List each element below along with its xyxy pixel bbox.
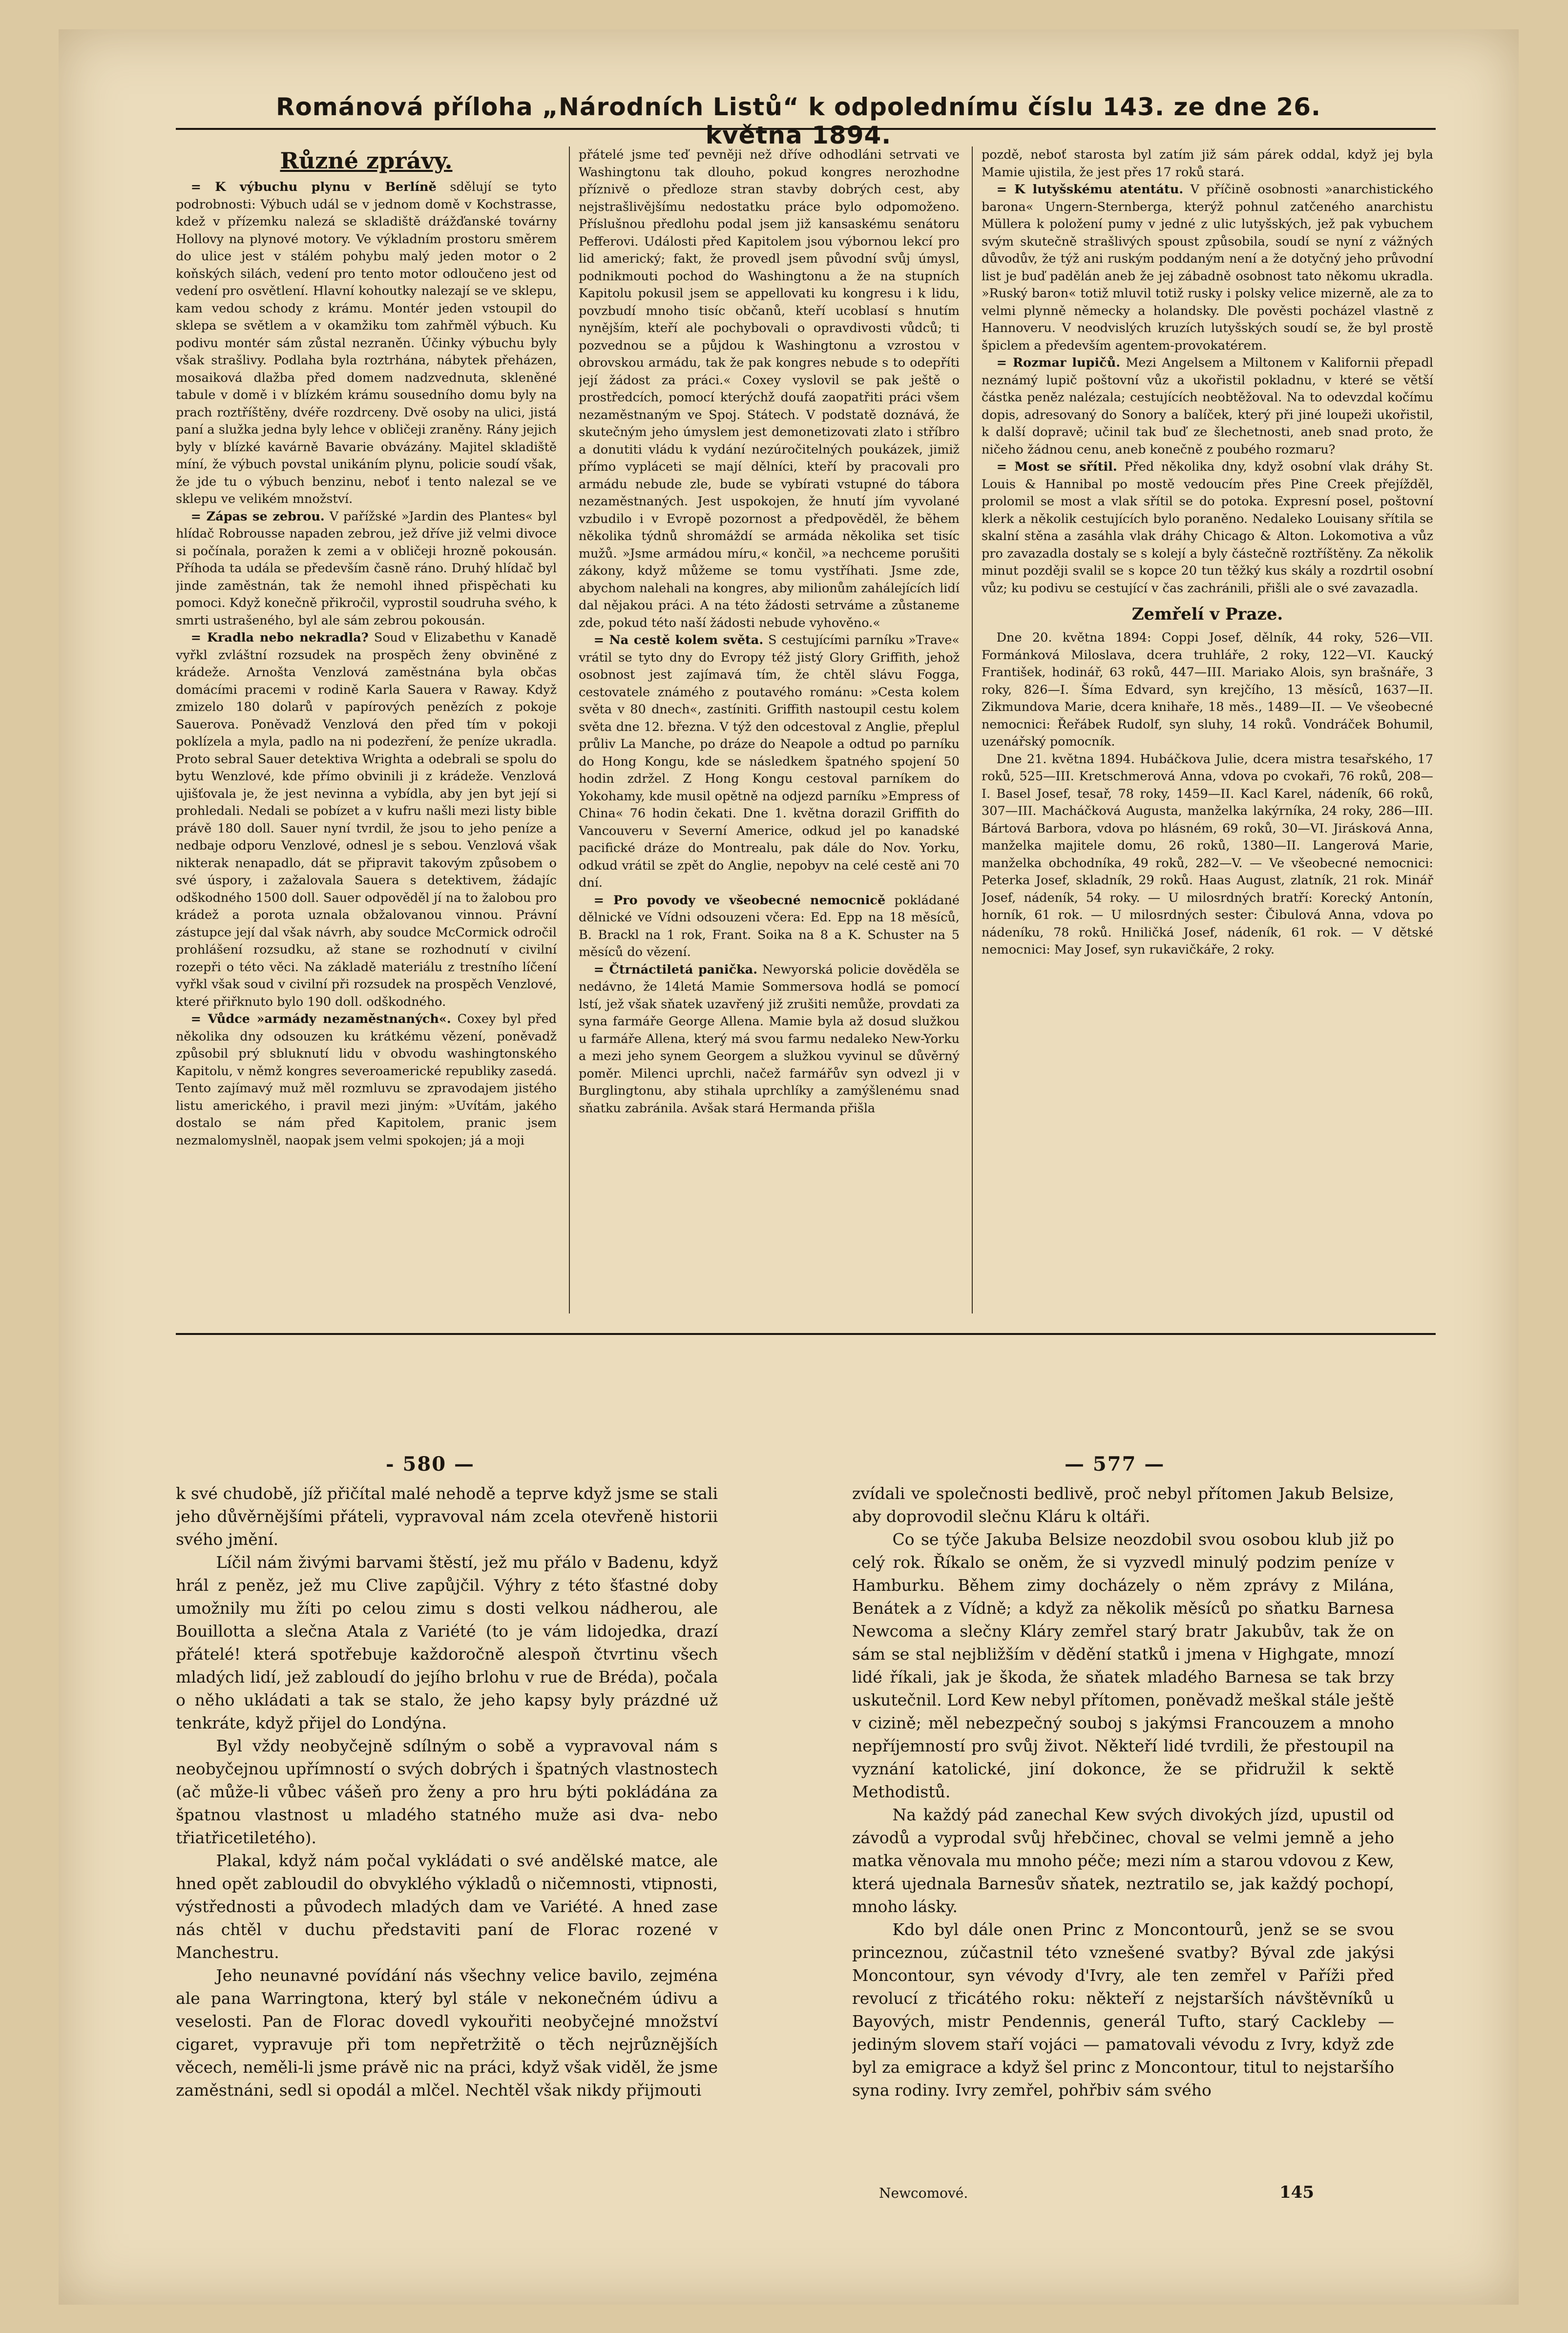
novel-paragraph: Líčil nám živými barvami štěstí, jež mu přálo v Badenu, když hrál z peněz, jež mu Clive zapůjčil. Výhry z této šťastné doby umožnily mu žíti po celou zimu s dosti velkou nádherou, ale Bouillotta a slečna Atala z Variété (to je vám lidojedka, drazí přátelé! která spotřebuje každoročně alespoň čtvrtinu všech mladých lidí, jež zabloudí do jejího brlohu v rue de Bréda), počala o něho ukládati a tak se stalo, že jeho kapsy byly prázdné už tenkráte, když přijel do Londýna. [176, 1553, 718, 1732]
novel-paragraph: Co se týče Jakuba Belsize neozdobil svou osobou klub již po celý rok. Říkalo se oněm, že si vyzvedl minulý podzim peníze v Hamburku. Během zimy docházely o něm zprávy z Milána, Benátek a z Vídně; a když za několik měsíců po sňatku Barnesa Newcoma a slečny Kláry zemřel starý bratr Jakubův, tak že on sám se stal nejbližším v dědění statků i jmena v Highgate, mnozí lidé říkali, jak je škoda, že sňatek mladého Barnesa se tak brzy uskutečnil. Lord Kew nebyl přítomen, poněvadž meškal stále ještě v cizině; měl nebezpečný souboj s jakýmsi Francouzem a mnoho nepříjemností pro svůj život. Někteří lidé tvrdili, že přestoupil na vyznání katolické, jiní dokonce, že se přidružil k sektě Methodistů. [852, 1530, 1394, 1801]
article [982, 354, 1433, 458]
article [176, 508, 557, 630]
article-body: Soud v Elizabethu v Kanadě vyřkl zvláštní rozsudek na prospěch ženy obviněné z krádeže. Arnošta Venzlová zaměstnána byla občas domácími pracemi v rodině Karla Sauera v Raway. Když zmizelo 180 dolarů v papírových penězích z pokoje Sauerova. Poněvadž Venzlová den před tím v pokoji poklízela a myla, padlo na ni podezření, že peníze ukradla. Proto sebral Sauer detektiva Wrighta a odebrali se spolu do bytu Wenzlové, kde přímo obvinili ji z krádeže. Venzlová ujišťovala je, že jest nevinna a vybídla, aby jen byt její si prohledali. Nedali se pobízet a v kufru našli mezi listy bible právě 180 doll. Sauer nyní tvrdil, že jsou to jeho peníze a nedbaje odporu Venzlové, odnesl je s sebou. Venzlová však nikterak nenapadlo, dát se připravit takovým způsobem o své úspory, i zažalovala Sauera s detektivem, žádajíc odškodného 1500 doll. Sauer odpověděl jí na to žalobou pro krádež a porota uznala obžalovanou vinnou. Právní zástupce její dal však návrh, aby soudce McCormick odročil prohlášení rozsudku, až stane se rozhodnutí v civilní rozepři o této věci. Na základě materiálu z trestního líčení vyřkl však soud v civilní při rozsudek na prospěch Venzlové, které přiřknuto bylo 190 doll. odškodného. [176, 630, 557, 1009]
novel-page-left [176, 1482, 718, 2175]
novel-paragraph: Jeho neunavné povídání nás všechny velice bavilo, zejména ale pana Warringtona, který byl stále v nekonečném údivu a veselosti. Pan de Florac dovedl vykouřiti neobyčejné množství cigaret, vypravuje při tom nepřetržitě o těch nejrůznějších věcech, neměli-li jsme právě nic na práci, když však viděl, že jsme zaměstnáni, sedl si opodál a mlčel. Nechtěl však nikdy přijmouti [176, 1966, 718, 2100]
page-number-right: — 577 — [1065, 1453, 1165, 1476]
death-notice: Dne 20. května 1894: Coppi Josef, dělník, 44 roky, 526—VII. Formánková Miloslava, dcera truhláře, 2 roky, 122—VI. Kaucký František, hodinář, 63 roků, 447—III. Mariako Alois, syn brašnáře, 3 roky, 826—I. Šíma Edvard, syn krejčího, 13 měsíců, 1637—II. Zikmundova Marie, dcera knihaře, 18 měs., 1489—II. — Ve všeobecné nemocnici: Řeřábek Rudolf, syn sluhy, 14 roků. Vondráček Bohumil, uzenářský pomocník. [982, 630, 1433, 749]
novel-paragraph: Byl vždy neobyčejně sdílným o sobě a vypravoval nám s neobyčejnou upřímností o svých dobrých i špatných vlastnostech (ač může-li vůbec vášeň pro ženy a pro hru býti pokládána za špatnou vlastnost u mladého statného muže asi dva- nebo třiatřicetiletého). [176, 1736, 718, 1847]
article-headline: = Most se sřítil. [996, 459, 1117, 474]
novel-paragraph: k své chudobě, jíž přičítal malé nehodě a teprve když jsme se stali jeho důvěrnějšími přáteli, vypravoval nám zcela otevřeně historii svého jmění. [176, 1484, 718, 1549]
article [579, 146, 960, 632]
article [579, 892, 960, 961]
novel-paragraph: zvídali ve společnosti bedlivě, proč nebyl přítomen Jakub Belsize, aby doprovodil slečnu Kláru k oltáři. [852, 1484, 1394, 1526]
column-left [176, 146, 557, 1318]
article-headline: = Kradla nebo nekradla? [190, 630, 369, 645]
article-body: Coxey byl před několika dny odsouzen ku krátkému vězení, poněvadž způsobil prý sbluknutí lidu v obvodu washingtonského Kapitolu, v němž kongres severoamerické republiky zasedá. Tento zajímavý muž měl rozmluvu se zpravodajem jistého listu amerického, i pravil mezi jiným: »Uvítám, jakého dostalo se nám před Kapitolem, pranic jsem nezmalomyslněl, naopak jsem velmi spokojen; já a moji [176, 1012, 557, 1148]
novel-paragraph: Kdo byl dále onen Princ z Moncontourů, jenž se se svou princeznou, zúčastnil této vznešené svatby? Býval zde jakýsi Moncontour, syn vévody d'Ivry, ale ten zemřel v Paříži před revolucí z třicátého roku: někteří z nejstarších návštěvníků u Bayových, mistr Pendennis, generál Tufto, starý Cackleby — jediným slovem staří vojáci — pamatovali vévodu z Ivry, když zde byl za emigrace a když šel princ z Moncontour, titul to nejstaršího syna rodiny. Ivry zemřel, pohřbiv sám svého [852, 1920, 1394, 2100]
article [982, 181, 1433, 354]
articles-left [176, 179, 557, 1149]
column-divider [972, 146, 973, 1313]
article-body: pokládané dělnické ve Vídni odsouzeni včera: Ed. Epp na 18 měsíců, B. Brackl na 1 rok, Frant. Soika na 8 a K. Schuster na 5 měsíců do vězení. [579, 893, 960, 959]
article-body: Newyorská policie dověděla se nedávno, že 14letá Mamie Sommersova hodlá se pomocí lstí, jež však sňatek uzavřený již zrušiti nemůže, provdati za syna farmáře George Allena. Mamie byla až dosud služkou u farmáře Allena, který má svou farmu nedaleko New-Yorku a mezi jeho synem Georgem a služkou vyvinul se důvěrný poměr. Milenci uprchli, načež farmářův syn odvezl ji v Burglingtonu, aby stihala uprchlíky a zamýšlenému snad sňatku zabránila. Avšak stará Hermanda přišla [579, 962, 960, 1116]
article-body: V pařížské »Jardin des Plantes« byl hlídač Robrousse napaden zebrou, jež dříve již velmi divoce si počínala, poražen k zemi a v obličeji hrozně pokousán. Příhoda ta udála se především časně ráno. Druhý hlídač byl jinde zaměstnán, tak že nemohl ihned přispěchati ku pomoci. Když konečně přikročil, vyprostil soudruha svého, k smrti ustrašeného, byl ale sám zebrou pokousán. [176, 509, 557, 628]
article [176, 179, 557, 508]
article-headline: = Vůdce »armády nezaměstnaných«. [190, 1012, 451, 1026]
column-middle [579, 146, 960, 1318]
article-headline: = Čtrnáctiletá panička. [593, 962, 758, 977]
article-headline: = K lutyšskému atentátu. [996, 182, 1184, 197]
novel-paragraph: Na každý pád zanechal Kew svých divokých jízd, upustil od závodů a vyprodal svůj hřebčinec, choval se velmi jemně a jeho matka věnovala mu mnoho péče; mezi ním a starou vdovou z Kew, která ujednala Barnesův sňatek, neztratilo se, jak každý pochopí, mnoho lásky. [852, 1805, 1394, 1916]
article-headline: = K výbuchu plynu v Berlíně [190, 180, 437, 194]
novel-footer-signature: 145 [1279, 2183, 1314, 2202]
articles-middle [579, 146, 960, 1117]
article-headline: = Zápas se zebrou. [190, 509, 325, 524]
deaths-list [982, 629, 1433, 959]
article-body: Před několika dny, když osobní vlak dráhy St. Louis & Hannibal po mostě vedoucím přes Pine Creek přejížděl, prolomil se most a vlak sřítil se do potoka. Expresní posel, poštovní klerk a několik cestujících bylo poraněno. Nedaleko Louisany sřítila se skalní stěna a zasáhla vlak dráhy Chicago & Alton. Lokomotiva a vůz pro zavazadla dostaly se s kolejí a byly částečně roztříštěny. Za několik minut později svalil se s kopce 20 tun těžký kus skály a rozdrtil osobní vůz; ku podivu se cestující v čas zachránili, přišli ale o své zavazadla. [982, 459, 1433, 596]
article [579, 961, 960, 1118]
deaths-title: Zemřelí v Praze. [1131, 604, 1283, 624]
article-headline: = Rozmar lupičů. [996, 355, 1121, 370]
article-headline: = Na cestě kolem světa. [593, 633, 764, 647]
novel-footer-title: Newcomové. [879, 2185, 968, 2201]
article-body: pozdě, neboť starosta byl zatím již sám párek oddal, když jej byla Mamie ujistila, že jest přes 17 roků stará. [982, 147, 1433, 180]
article-body: sdělují se tyto podrobnosti: Výbuch udál se v jednom domě v Kochstrasse, kdež v přízemku nalezá se skladiště drážďanské továrny Hollovy na plynové motory. Ve výkladním prostoru směrem do ulice jest v stálém pohybu malý jeden motor o 2 koňských silách, vedení pro tento motor odloučeno jest od vedení pro osvětlení. Hlavní kohoutky nalezají se ve sklepu, kam vedou schody z krámu. Montér jeden vstoupil do sklepa se světlem a v okamžiku tom zahřměl výbuch. Ku podivu montér sám zůstal nezraněn. Účinky výbuchu byly však strašlivy. Podlaha byla roztrhána, nábytek přeházen, mosaiková dlažba před domem nadzvednuta, skleněné tabule v domě i v blízkém krámu sousedního domu byly na prach roztříštěny, dvéře rozdrceny. Dvě osoby na ulici, jistá paní a služka jedna byly lehce v obličeji zraněny. Rány jejich byly v blízké kavárně Bavarie obvázány. Majitel skladiště míní, že výbuch povstal unikáním plynu, policie soudí však, že jde tu o výbuch benzinu, neboť i tento nalezal se ve sklepu ve velikém množství. [176, 180, 557, 506]
article-body: S cestujícími parníku »Trave« vrátil se tyto dny do Evropy též jistý Glory Griffith, jehož osobnost jest zajímavá tím, že chtěl slávu Fogga, cestovatele známého z poutavého románu: »Cesta kolem světa v 80 dnech«, zastíniti. Griffith nastoupil cestu kolem světa dne 12. března. V týž den odcestoval z Anglie, přeplul průliv La Manche, po dráze do Neapole a odtud po parníku do Hong Kongu, kde se následkem špatného spojení 50 hodin zdržel. Z Hong Kongu cestoval parníkem do Yokohamy, kde musil opětně na odjezd parníku »Empress of China« 76 hodin čekati. Dne 1. května dorazil Griffith do Vancouveru v Severní Americe, odkud jel po kanadské pacifické dráze do Montrealu, pak dále do Nov. Yorku, odkud vrátil se zpět do Anglie, nepobyv na celé cestě ani 70 dní. [579, 633, 960, 890]
masthead: Románová příloha „Národních Listů“ k odpolednímu číslu 143. ze dne 26. května 1894. [275, 93, 1321, 149]
article-headline: = Pro povody ve všeobecné nemocnicě [593, 893, 886, 908]
article [176, 1011, 557, 1149]
page-number-left: - 580 — [386, 1453, 475, 1476]
novel-page-right [852, 1482, 1394, 2175]
novel-paragraph: Plakal, když nám počal vykládati o své andělské matce, ale hned opět zabloudil do obvyklého výkladů o ničemnosti, vtipnosti, výstřednosti a původech mladých dam ve Variété. A hned zase nás chtěl v duchu představiti paní de Florac rozené v Manchestru. [176, 1851, 718, 1962]
article-body: V příčině osobnosti »anarchistického barona« Ungern-Sternberga, kterýž pohnul zatčeného anarchistu Müllera k položení pumy v jedné z ulic lutyšských, jež pak vybuchem svým skutečně strašlivých spoust způsobila, soudí se nyní z vážných důvodův, že týž ani ruským poddaným není a že dotyčný jeho průvodní list je buď padělán aneb že jej zábadně osobnost tato někomu ukradla. »Ruský baron« totiž mluvil totiž rusky i polsky velice mizerně, ale za to velmi plynně německy a holandsky. Dle pověsti pocházel vlastně z Hannoveru. V neodvislých kruzích lutyšských soudí se, že byl prostě špiclem a především agentem-provokatérem. [982, 182, 1433, 353]
novel-right-text [852, 1482, 1394, 2102]
article [982, 146, 1433, 181]
masthead-rule [176, 128, 1436, 130]
column-right [982, 146, 1433, 1318]
section-title: Různé zprávy. [280, 147, 453, 174]
death-notice: Dne 21. května 1894. Hubáčkova Julie, dcera mistra tesařského, 17 roků, 525—III. Kretschmerová Anna, vdova po cvokaři, 76 roků, 208—I. Basel Josef, tesař, 78 roky, 1459—II. Kacl Karel, nádeník, 66 roků, 307—III. Macháčková Augusta, manželka lakýrníka, 24 roky, 286—III. Bártová Barbora, vdova po hlásném, 69 roků, 30—VI. Jirásková Anna, manželka majitele domu, 26 roků, 1380—II. Langerová Marie, manželka obchodníka, 49 roků, 282—V. — Ve všeobecné nemocnici: Peterka Josef, skladník, 29 roků. Haas August, zlatník, 21 rok. Minář Josef, nádeník, 54 roky. — U milosrdných bratří: Korecký Antonín, horník, 61 rok. — U milosrdných sester: Čibulová Anna, vdova po nádeníku, 78 roků. Hniličká Josef, nádeník, 61 rok. — V dětské nemocnici: May Josef, syn rukavičkáře, 2 roky. [982, 751, 1433, 957]
fold-rule [176, 1333, 1436, 1335]
novel-left-text [176, 1482, 718, 2102]
articles-right [982, 146, 1433, 597]
article [579, 632, 960, 892]
article [982, 458, 1433, 597]
article-body: přátelé jsme teď pevněji než dříve odhodláni setrvati ve Washingtonu tak dlouho, pokud kongres nerozhodne příznivě o předloze stran stavby dobrých cest, aby nejstrašlivějšímu nedostatku práce bylo odpomoženo. Příslušnou předlohu podal jsem již kansaskému senátoru Pefferovi. Události před Kapitolem jsou výbornou lekcí pro lid americký; fakt, že provedl jsem původní svůj úmysl, podnikmouti pochod do Washingtonu a že na stupních Kapitolu pokusil jsem se appellovati ku kongresu i k lidu, povzbudí mnoho tisíc občanů, kteří ucoblasí s hnutím nynějším, kteří ale pochybovali o opravdivosti vůdců; ti pozvednou se a půjdou k Washingtonu a vzrostou v obrovskou armádu, tak že pak kongres nebude s to odepříti její žádost za práci.« Coxey vyslovil se pak ještě o prostředcích, pomocí kterýchž doufá zaopatřiti práci všem nezaměstnaným ve Spoj. Státech. V podstatě doznává, že skutečným jeho úmyslem jest demonetizovati zlato i stříbro a donutiti vládu k vydání nezúročitelných poukázek, jimiž přímo vypláceti se mají dělníci, kteří by pracovali pro armádu nebude zle, bude se vybírati vstupné do tábora nezaměstnaných. Jest uspokojen, že hnutí jím vyvolané vzbudilo i v Evropě pozornost a předpověděl, že během několika týdnů shromáždí se armáda několika set tisíc mužů. »Jsme armádou míru,« končil, »a nechceme porušiti zákony, když můžeme se tomu vystříhati. Jsme zde, abychom nalehali na kongres, aby milionům zahálejících lidí dal nějakou práci. A na této žádosti setrváme a zůstaneme zde, pokud této naší žádosti nebude vyhověno.« [579, 147, 960, 630]
article [176, 629, 557, 1011]
article-body: Mezi Angelsem a Miltonem v Kalifornii přepadl neznámý lupič poštovní vůz a ukořistil pokladnu, v které se větší částka peněz nalézala; cestujících neobtěžoval. Na to odevzdal kočímu dopis, adresovaný do Sonory a balíček, který při jiné loupeži ukořistil, k další dopravě; učinil tak buď ze šlechetnosti, aneb snad proto, že ničeho žádnou cenu, aneb konečně z poubého rozmaru? [982, 355, 1433, 457]
column-divider [569, 146, 570, 1313]
